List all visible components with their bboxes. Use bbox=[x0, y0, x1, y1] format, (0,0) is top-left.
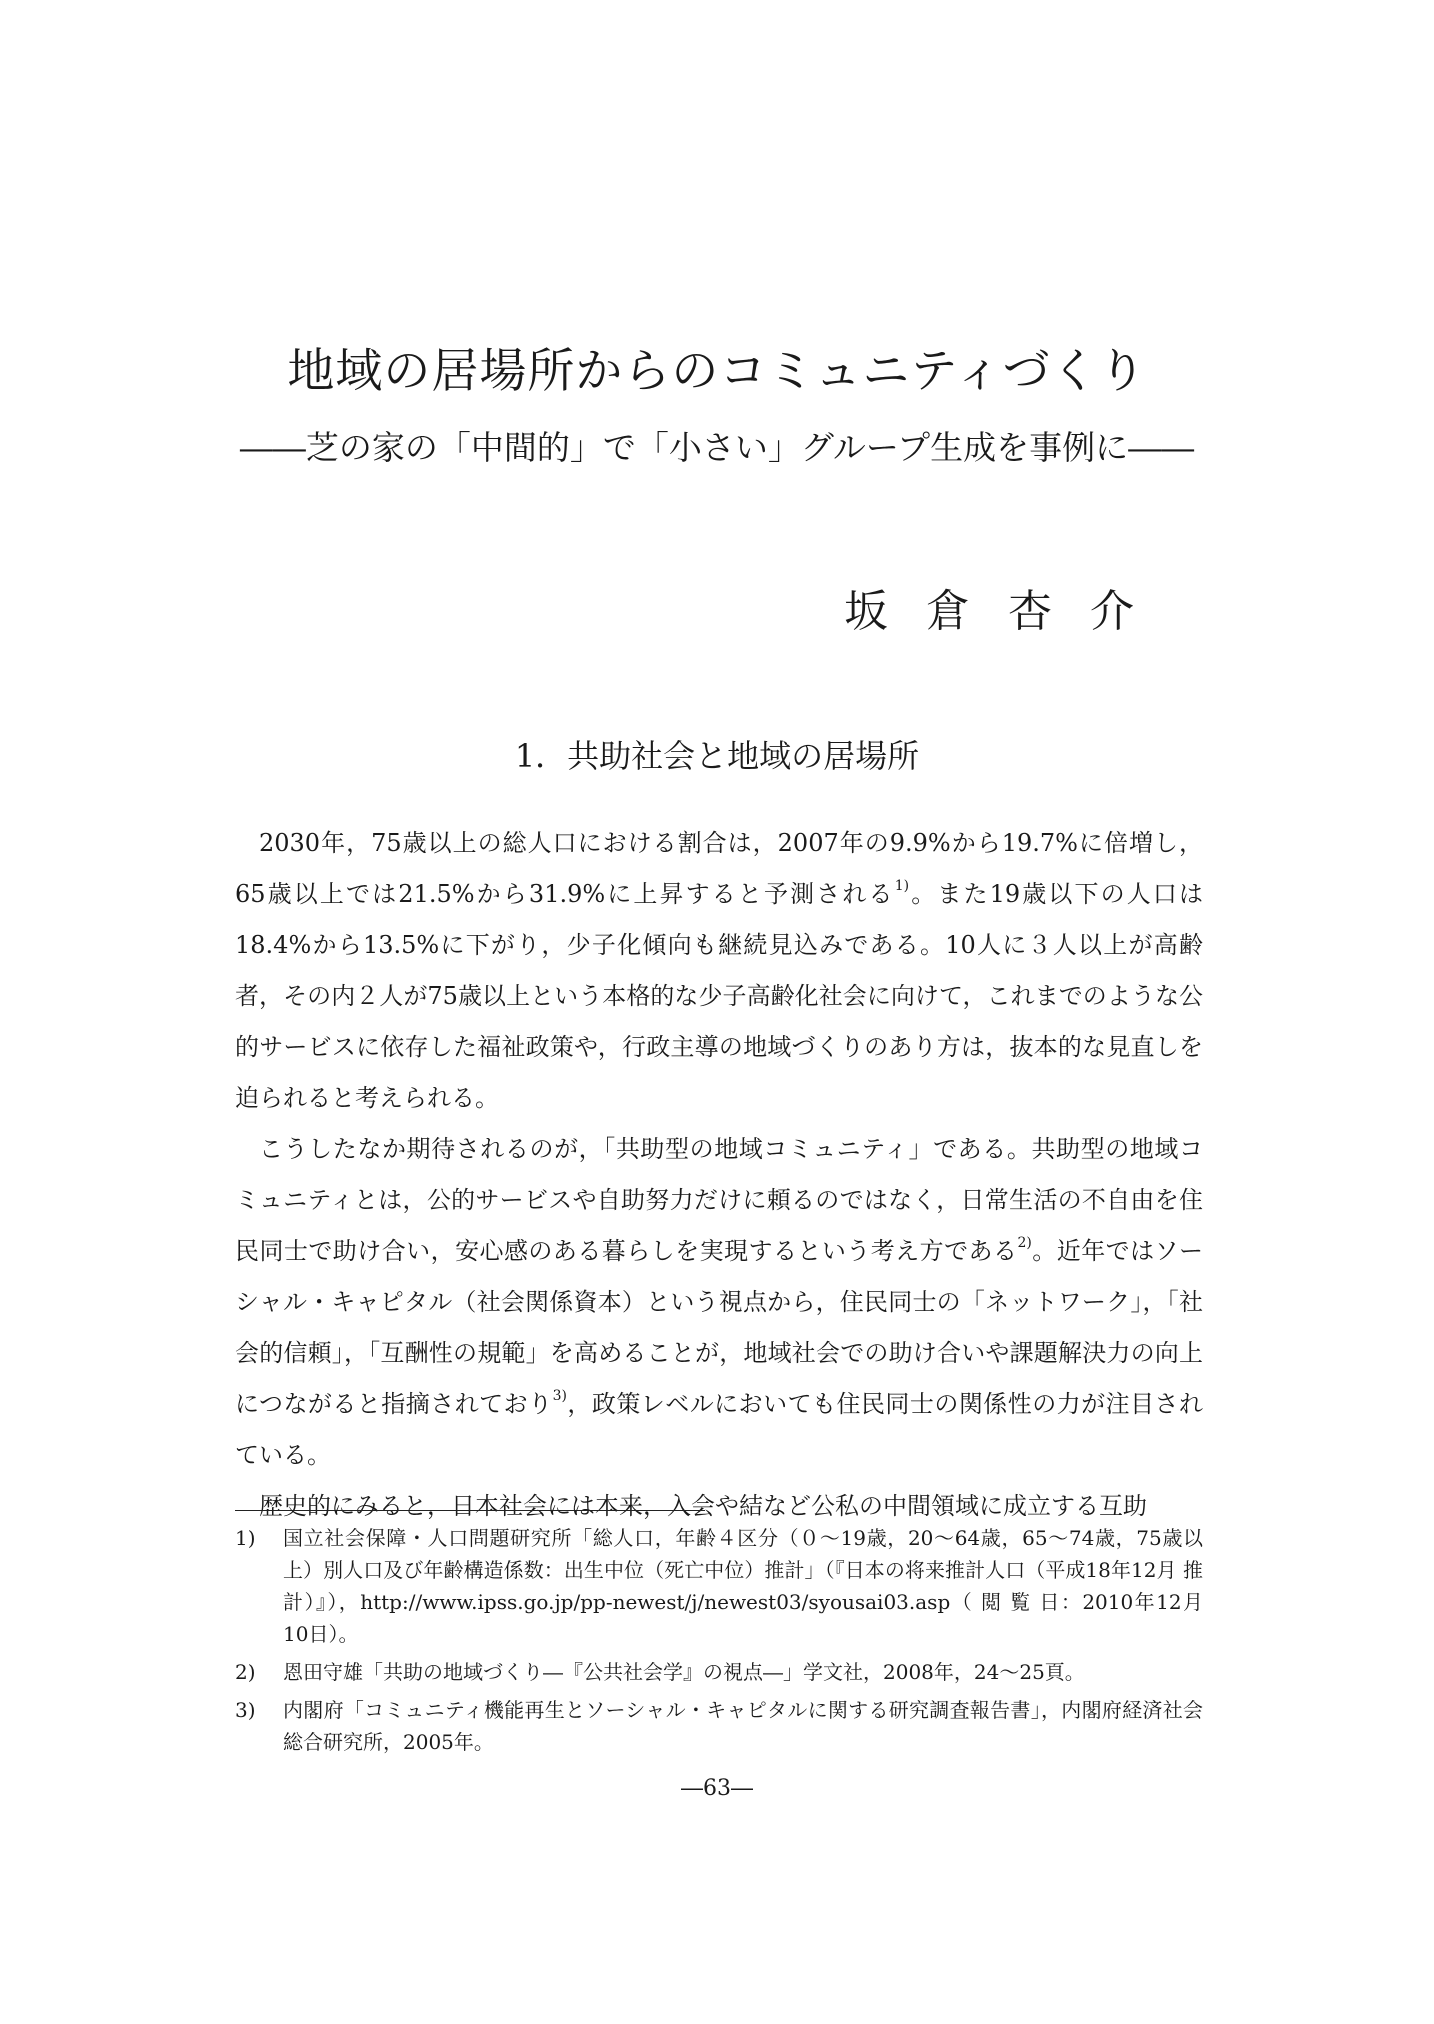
page-number: ―63― bbox=[681, 1776, 753, 1801]
footnote-text: 恩田守雄「共助の地域づくり―『公共社会学』の視点―」学文社，2008年，24～25頁。 bbox=[283, 1660, 1085, 1684]
footnote-number: 1) bbox=[235, 1526, 256, 1550]
paragraph-text: ，政策レベルにおいても住民同士の関係性の力が注目されている。 bbox=[235, 1390, 1203, 1469]
paragraph-text: 歴史的にみると，日本社会には本来，入会や結など公私の中間領域に成立する互助 bbox=[259, 1492, 1147, 1520]
paragraph-text: 。近年ではソーシャル・キャピタル（社会関係資本）という視点から，住民同士の「ネットワーク」，「社会的信頼」，「互酬性の規範」を高めることが，地域社会での助け合いや課題解決力の向上につながると指摘されており bbox=[235, 1237, 1204, 1418]
paragraph-text: 。また19歳以下の人口は18.4%から13.5%に下がり，少子化傾向も継続見込みである。10人に３人以上が高齢者，その内２人が75歳以上という本格的な少子高齢化社会に向けて，これまでのような公的サービスに依存した福祉政策や，行政主導の地域づくりのあり方は，抜本的な見直しを迫られると考えられる。 bbox=[235, 880, 1203, 1112]
article-subtitle: ――芝の家の「中間的」で「小さい」グループ生成を事例に―― bbox=[239, 428, 1195, 467]
author-name: 坂倉杏介 bbox=[844, 586, 1172, 637]
paragraph bbox=[235, 818, 1203, 1124]
footnote bbox=[235, 1656, 1203, 1688]
footnote bbox=[235, 1694, 1203, 1758]
footnote-ref[interactable]: 1) bbox=[894, 878, 910, 894]
footnote-ref[interactable]: 3) bbox=[552, 1388, 567, 1404]
body-text bbox=[235, 818, 1203, 1532]
article-title: 地域の居場所からのコミュニティづくり bbox=[287, 344, 1147, 399]
footnote-text: 国立社会保障・人口問題研究所「総人口，年齢４区分（０～19歳，20～64歳，65～74歳，75歳以上）別人口及び年齢構造係数：出生中位（死亡中位）推計」（『日本の将来推計人口（平成18年12月 推 計）』），http://www.ipss.go.jp/pp-newest/j/newest03/syousai03.asp（ 閲 覧 日：2010年12月10日）。 bbox=[283, 1526, 1203, 1646]
footnote-number: 3) bbox=[235, 1698, 256, 1722]
paragraph-text: こうしたなか期待されるのが，「共助型の地域コミュニティ」である。共助型の地域コミュニティとは，公的サービスや自助努力だけに頼るのではなく，日常生活の不自由を住民同士で助け合い，安心感のある暮らしを実現するという考え方である bbox=[235, 1135, 1203, 1265]
paragraph bbox=[235, 1124, 1203, 1481]
footnote-text: 内閣府「コミュニティ機能再生とソーシャル・キャピタルに関する研究調査報告書」，内閣府経済社会総合研究所，2005年。 bbox=[283, 1698, 1203, 1754]
footnote-number: 2) bbox=[235, 1660, 256, 1684]
paragraph-text: 2030年，75歳以上の総人口における割合は，2007年の9.9%から19.7%に倍増し，65歳以上では21.5%から31.9%に上昇すると予測される bbox=[235, 829, 1203, 908]
footnote-divider bbox=[235, 1510, 705, 1511]
footnote bbox=[235, 1522, 1203, 1650]
footnote-ref[interactable]: 2) bbox=[1017, 1235, 1032, 1251]
section-heading: 1．共助社会と地域の居場所 bbox=[514, 737, 920, 775]
footnotes bbox=[235, 1522, 1203, 1764]
